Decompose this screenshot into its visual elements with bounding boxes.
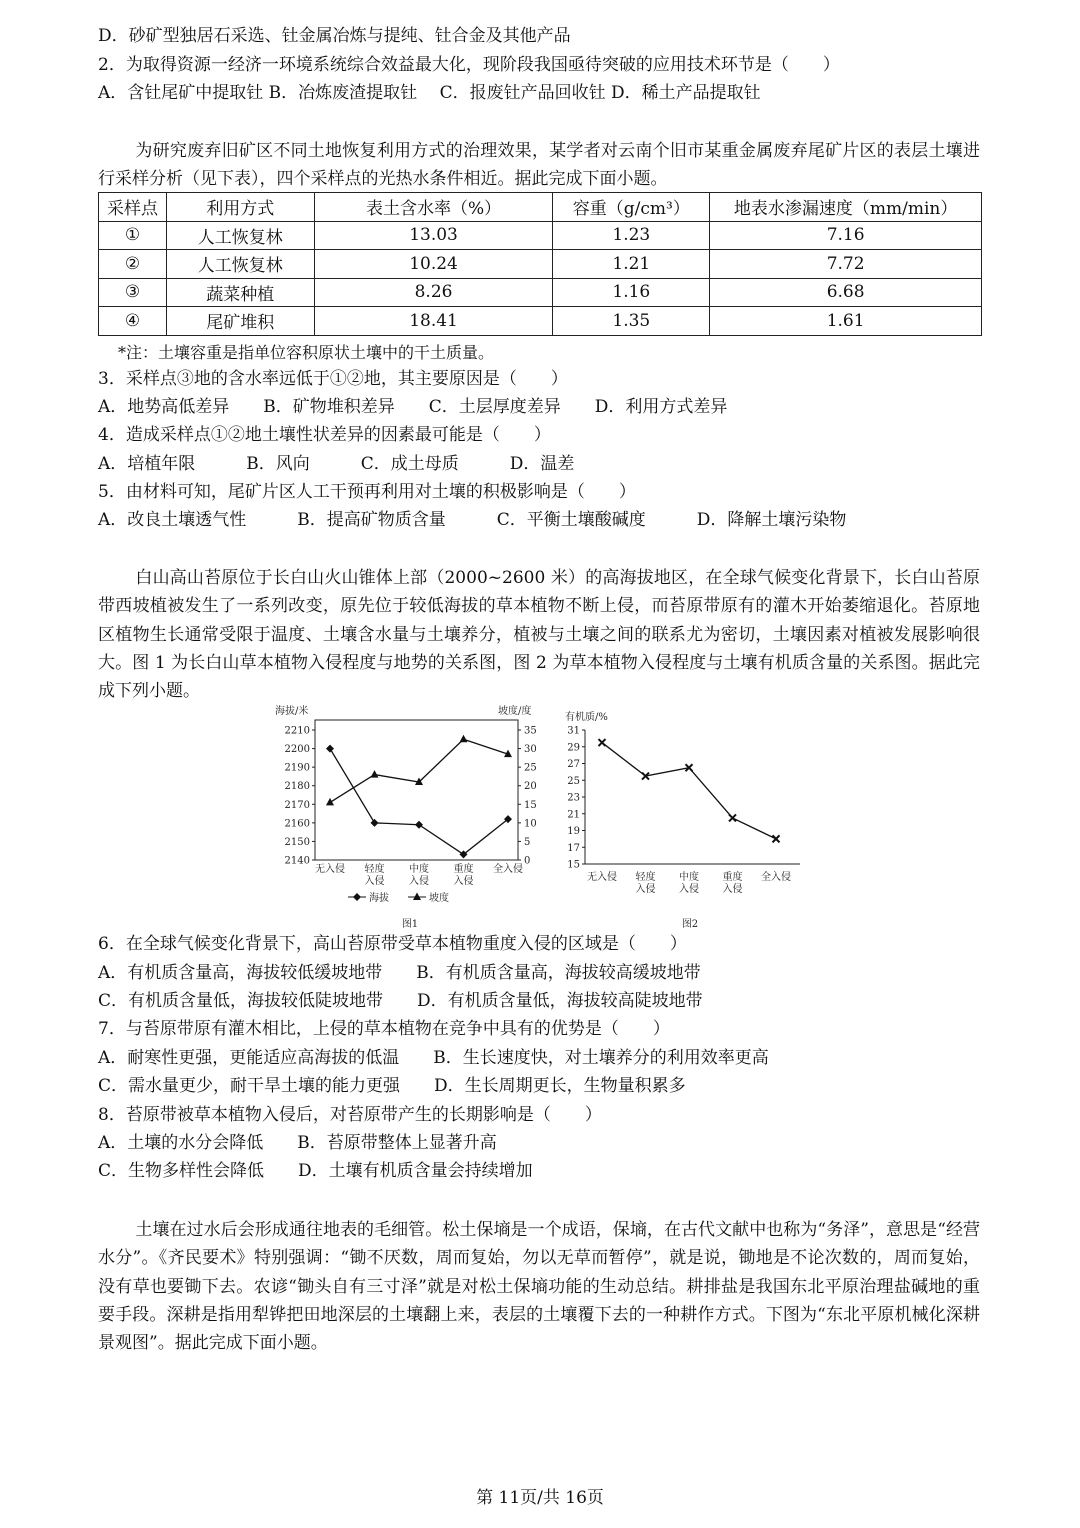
option-line: A．改良土壤透气性 B．提高矿物质含量 C．平衡土壤酸碱度 D．降解土壤污染物 [98,510,847,530]
table-cell: 1.21 [553,250,710,279]
x-tick-label: 重度 [722,872,743,883]
table-header: 利用方式 [166,193,314,222]
x-tick-label: 无入侵 [315,864,345,875]
table-cell: 13.03 [314,221,553,250]
legend-label: 坡度 [429,893,449,904]
data-point-有机质 [773,835,780,842]
question-3: 3．采样点③地的含水率远低于①②地，其主要原因是（ ） [98,369,568,389]
table-cell: 人工恢复林 [166,221,314,250]
table-note: *注：土壤容重是指单位容积原状土壤中的干土质量。 [118,343,495,362]
chart-title: 图1 [401,919,419,930]
data-point-有机质 [599,739,606,746]
option-line: A．培植年限 B．风向 C．成土母质 D．温差 [98,454,575,474]
table-cell: 18.41 [314,307,553,336]
table-cell: 尾矿堆积 [166,307,314,336]
table-cell: 1.23 [553,221,710,250]
soil-sample-table [98,192,982,336]
table-cell: 6.68 [710,278,982,307]
question-5: 5．由材料可知，尾矿片区人工干预再利用对土壤的积极影响是（ ） [98,482,636,502]
x-tick-label: 入侵 [364,876,385,887]
chart-elevation-slope [268,702,558,932]
data-point-有机质 [729,814,736,821]
y-tick-label: 2200 [284,744,310,756]
table-row [99,221,982,250]
y-tick-label: 2150 [284,836,310,848]
y-tick-label: 27 [567,759,580,770]
option-line: A．土壤的水分会降低 B．苔原带整体上显著升高 [98,1133,497,1153]
y2-tick-label: 30 [524,744,537,756]
x-tick-label: 入侵 [635,884,656,895]
y2-tick-label: 0 [524,855,531,867]
table-cell: 人工恢复林 [166,250,314,279]
option-line: C．生物多样性会降低 D．土壤有机质含量会持续增加 [98,1161,533,1181]
option-line: D．砂矿型独居石采选、钍金属冶炼与提纯、钍合金及其他产品 [98,26,571,46]
y-axis-title: 海拔/米 [275,706,309,717]
y-axis-title: 有机质/% [565,712,608,723]
data-point-海拔 [371,819,379,827]
series-line-有机质 [602,743,776,839]
table-cell: ① [99,221,167,250]
intro-paragraph-1: 为研究废弃旧矿区不同土地恢复利用方式的治理效果，某学者对云南个旧市某重金属废弃尾矿片区的表层土壤进行采样分析（见下表），四个采样点的光热水条件相近。据此完成下面小题。 [98,141,980,190]
table-cell: 1.61 [710,307,982,336]
table-cell: 10.24 [314,250,553,279]
table-cell: ② [99,250,167,279]
option-line: A．地势高低差异 B．矿物堆积差异 C．土层厚度差异 D．利用方式差异 [98,397,728,417]
y-tick-label: 2170 [284,799,310,811]
y-tick-label: 19 [567,826,580,837]
chart-title: 图2 [681,919,699,930]
option-line: A．耐寒性更强，更能适应高海拔的低温 B．生长速度快，对土壤养分的利用效率更高 [98,1048,769,1068]
y2-tick-label: 35 [524,725,537,737]
question-2: 2．为取得资源一经济一环境系统综合效益最大化，现阶段我国亟待突破的应用技术环节是（ ） [98,55,840,75]
question-6: 6．在全球气候变化背景下，高山苔原带受草本植物重度入侵的区域是（ ） [98,934,687,954]
data-point-坡度 [326,798,334,806]
table-cell: 1.35 [553,307,710,336]
question-7: 7．与苔原带原有灌木相比，上侵的草本植物在竞争中具有的优势是（ ） [98,1019,670,1039]
y-tick-label: 2190 [284,762,310,774]
table-row [99,307,982,336]
intro-paragraph-2: 白山高山苔原位于长白山火山锥体上部（2000~2600 米）的高海拔地区，在全球气候变化背景下，长白山苔原带西坡植被发生了一系列改变，原先位于较低海拔的草本植物不断上侵，而苔原带原有的灌木开始萎缩退化。苔原地区植物生长通常受限于温度、土壤含水量与土壤养分，植被与土壤之间的联系尤为密切，土壤因素对植被发展影响很大。图 1 为长白山草本植物入侵程度与地势的关系图，图 2 为草本植物入侵程度与土壤有机质含量的关系图。据此完成下列小题。 [98,568,980,702]
data-point-坡度 [371,770,379,778]
table-cell: 8.26 [314,278,553,307]
series-line-海拔 [330,749,508,855]
y-tick-label: 23 [567,792,580,804]
legend-marker [353,893,361,901]
y-tick-label: 21 [567,809,580,821]
y2-tick-label: 10 [524,818,537,830]
page-footer: 第 11页/共 16页 [476,1488,604,1508]
option-line: C．有机质含量低，海拔较低陡坡地带 D．有机质含量低，海拔较高陡坡地带 [98,991,703,1011]
table-cell: 7.16 [710,221,982,250]
y-tick-label: 17 [567,842,580,854]
question-8: 8．苔原带被草本植物入侵后，对苔原带产生的长期影响是（ ） [98,1105,602,1125]
y-tick-label: 31 [567,725,580,737]
option-line: A．含钍尾矿中提取钍 B．冶炼废渣提取钍 C．报废钍产品回收钍 D．稀土产品提取钍 [98,83,761,103]
table-header-row [99,193,982,222]
x-tick-label: 入侵 [722,884,743,895]
y2-tick-label: 15 [524,799,537,811]
x-tick-label: 轻度 [364,864,385,875]
chart-organic-matter [560,702,810,932]
data-point-海拔 [326,745,334,753]
y-tick-label: 15 [567,859,580,871]
y-tick-label: 2140 [284,855,310,867]
y-tick-label: 2160 [284,818,310,830]
table-header: 采样点 [99,193,167,222]
y-tick-label: 2180 [284,781,310,793]
x-tick-label: 中度 [679,872,699,883]
y2-tick-label: 20 [524,781,537,793]
y2-tick-label: 5 [524,836,531,848]
x-tick-label: 无入侵 [587,872,617,883]
table-cell: 蔬菜种植 [166,278,314,307]
y2-axis-title: 坡度/度 [498,706,532,717]
y-tick-label: 2210 [284,725,310,737]
table-header: 表土含水率（%） [314,193,553,222]
plot-frame [315,720,518,860]
x-tick-label: 入侵 [453,876,474,887]
x-tick-label: 全入侵 [761,872,791,883]
data-point-坡度 [460,735,468,743]
intro-paragraph-3: 土壤在过水后会形成通往地表的毛细管。松土保墒是一个成语，保墒，在古代文献中也称为“务泽”，意思是“经营水分”。《齐民要术》特别强调：“锄不厌数，周而复始，勿以无草而暂停”，就是说，锄地是不论次数的，周而复始，没有草也要锄下去。农谚“锄头自有三寸泽”就是对松土保墒功能的生动总结。耕排盐是我国东北平原治理盐碱地的重要手段。深耕是指用犁铧把田地深层的土壤翻上来，表层的土壤覆下去的一种耕作方式。下图为“东北平原机械化深耕景观图”。据此完成下面小题。 [98,1220,980,1354]
y-tick-label: 25 [567,775,580,787]
table-row [99,278,982,307]
table-row [99,250,982,279]
table-header: 容重（g/cm³） [553,193,710,222]
x-tick-label: 重度 [453,864,474,875]
option-line: A．有机质含量高，海拔较低缓坡地带 B．有机质含量高，海拔较高缓坡地带 [98,963,701,983]
table-cell: ③ [99,278,167,307]
legend-marker [413,893,421,901]
x-tick-label: 轻度 [635,872,656,883]
legend-label: 海拔 [369,893,389,904]
x-tick-label: 入侵 [409,876,429,887]
table-cell: 1.16 [553,278,710,307]
table-cell: 7.72 [710,250,982,279]
option-line: C．需水量更少，耐干旱土壤的能力更强 D．生长周期更长，生物量积累多 [98,1076,686,1096]
x-tick-label: 全入侵 [493,864,523,875]
question-4: 4．造成采样点①②地土壤性状差异的因素最可能是（ ） [98,425,551,445]
table-cell: ④ [99,307,167,336]
y-tick-label: 29 [567,742,580,754]
x-tick-label: 入侵 [679,884,699,895]
y2-tick-label: 25 [524,762,537,774]
x-tick-label: 中度 [409,864,429,875]
data-point-海拔 [415,821,423,829]
table-header: 地表水渗漏速度（mm/min） [710,193,982,222]
